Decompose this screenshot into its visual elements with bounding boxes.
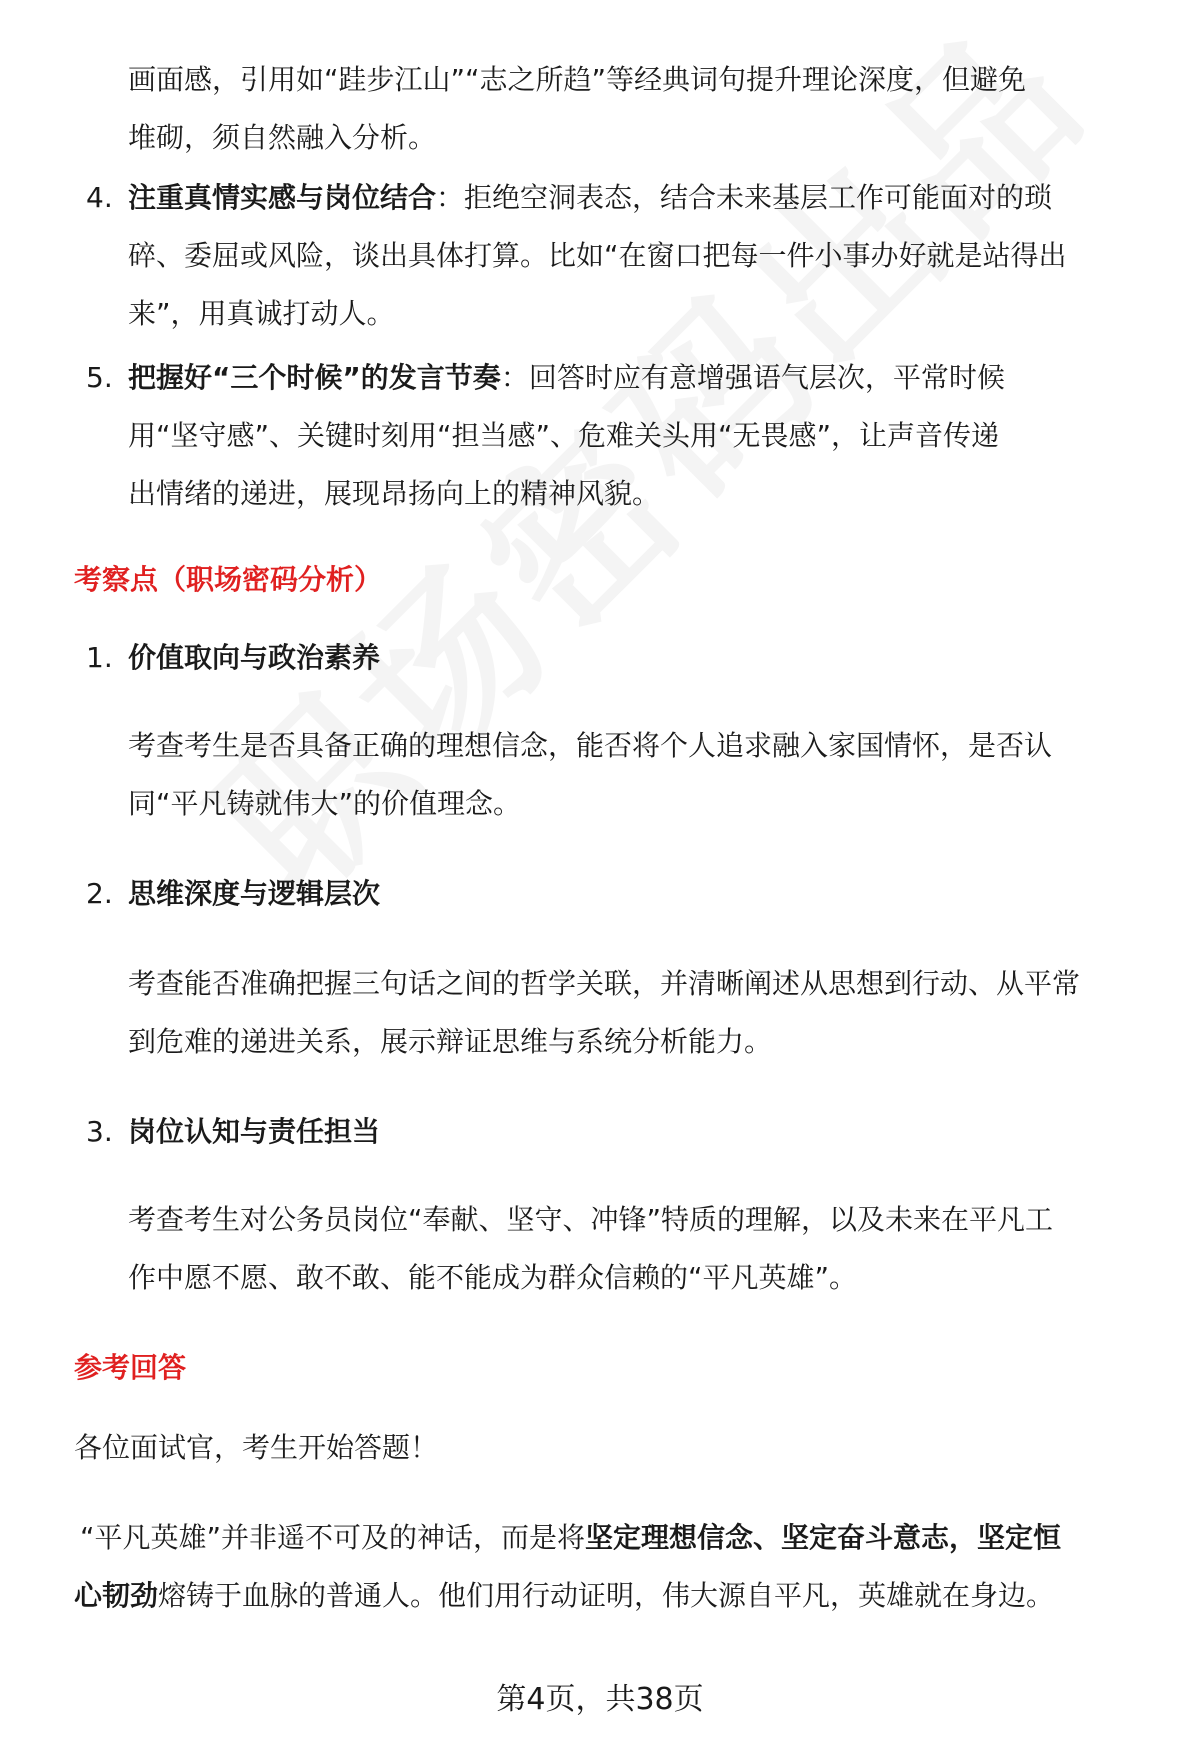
- tip-number: 5.: [86, 361, 113, 394]
- section-heading-points: 考察点（职场密码分析）: [74, 563, 383, 596]
- point-text-line: 考查考生对公务员岗位“奉献、坚守、冲锋”特质的理解，以及未来在平凡工: [128, 1203, 1054, 1236]
- answer-para-line-2: [74, 1576, 1054, 1616]
- answer-text: “平凡英雄”并非遥不可及的神话，而是将: [80, 1521, 586, 1554]
- answer-para-line-1: [80, 1518, 1061, 1558]
- point-title: 岗位认知与责任担当: [128, 1115, 381, 1148]
- point-title: 价值取向与政治素养: [128, 641, 381, 674]
- tip-title: 把握好“三个时候”的发言节奏: [128, 361, 501, 394]
- answer-greeting: 各位面试官，考生开始答题！: [74, 1431, 439, 1464]
- answer-bold-text: 心韧劲: [74, 1579, 159, 1612]
- answer-bold-text: 坚定理想信念、坚定奋斗意志，坚定恒: [585, 1521, 1062, 1554]
- intro-line-2: 堆砌，须自然融入分析。: [128, 121, 437, 154]
- intro-line-1: 画面感，引用如“跬步江山”“志之所趋”等经典词句提升理论深度，但避免: [128, 63, 1027, 96]
- tip-text: ：拒绝空洞表态，结合未来基层工作可能面对的琐: [436, 181, 1053, 214]
- point-text-line: 同“平凡铸就伟大”的价值理念。: [128, 787, 522, 820]
- point-text-line: 考查能否准确把握三句话之间的哲学关联，并清晰阐述从思想到行动、从平常: [128, 967, 1081, 1000]
- point-text-line: 作中愿不愿、敢不敢、能不能成为群众信赖的“平凡英雄”。: [128, 1261, 858, 1294]
- tip-4-line-1: [128, 178, 1052, 218]
- section-heading-answer: 参考回答: [74, 1351, 187, 1384]
- point-text-line: 到危难的递进关系，展示辩证思维与系统分析能力。: [128, 1025, 773, 1058]
- page-footer: 第4页，共38页: [496, 1682, 704, 1717]
- tip-4-line-3: 来”，用真诚打动人。: [128, 297, 395, 330]
- tip-5-line-3: 出情绪的递进，展现昂扬向上的精神风貌。: [128, 477, 661, 510]
- tip-5-line-2: 用“坚守感”、关键时刻用“担当感”、危难关头用“无畏感”，让声音传递: [128, 419, 1000, 452]
- tip-text: ：回答时应有意增强语气层次，平常时候: [500, 361, 1005, 394]
- point-number: 1.: [86, 641, 113, 674]
- point-title: 思维深度与逻辑层次: [128, 877, 381, 910]
- tip-number: 4.: [86, 181, 113, 214]
- point-text-line: 考查考生是否具备正确的理想信念，能否将个人追求融入家国情怀，是否认: [128, 729, 1053, 762]
- answer-text: 熔铸于血脉的普通人。他们用行动证明，伟大源自平凡，英雄就在身边。: [158, 1579, 1055, 1612]
- tip-5-line-1: [128, 358, 1005, 398]
- point-number: 3.: [86, 1115, 113, 1148]
- tip-title: 注重真情实感与岗位结合: [128, 181, 437, 214]
- point-number: 2.: [86, 877, 113, 910]
- tip-4-line-2: 碎、委屈或风险，谈出具体打算。比如“在窗口把每一件小事办好就是站得出: [128, 239, 1067, 272]
